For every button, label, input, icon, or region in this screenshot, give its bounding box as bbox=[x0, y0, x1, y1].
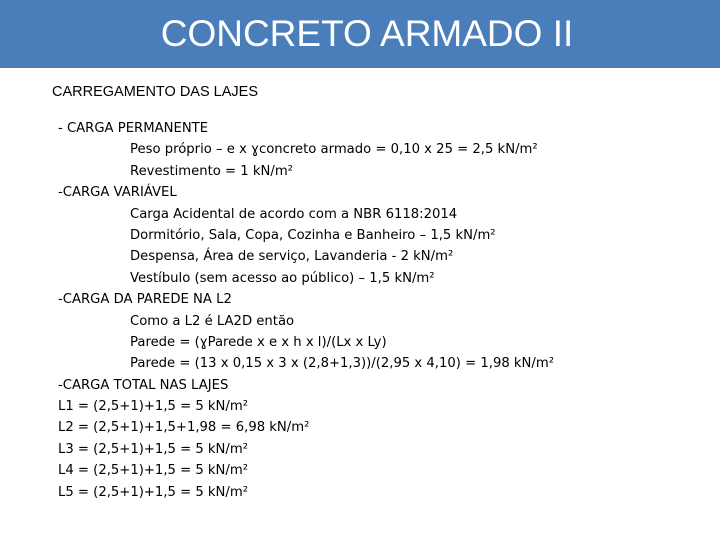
slab-l3-total: L3 = (2,5+1)+1,5 = 5 kN/m² bbox=[58, 441, 248, 457]
slide-title: CONCRETO ARMADO II bbox=[160, 13, 574, 54]
line-wall-condition: Como a L2 é LA2D então bbox=[130, 313, 295, 329]
line-pantry-load: Despensa, Área de serviço, Lavanderia - 2 kN/m² bbox=[130, 249, 454, 265]
line-bedroom-load: Dormitório, Sala, Copa, Cozinha e Banheiro – 1,5 kN/m² bbox=[130, 227, 496, 243]
slab-l2-total: L2 = (2,5+1)+1,5+1,98 = 6,98 kN/m² bbox=[58, 420, 310, 436]
section-title: CARREGAMENTO DAS LAJES bbox=[52, 84, 259, 100]
heading-permanent-load: - CARGA PERMANENTE bbox=[58, 121, 209, 136]
slab-l4-total: L4 = (2,5+1)+1,5 = 5 kN/m² bbox=[58, 463, 248, 479]
line-accidental-load: Carga Acidental de acordo com a NBR 6118:2014 bbox=[130, 206, 458, 222]
heading-total-load: -CARGA TOTAL NAS LAJES bbox=[58, 377, 229, 393]
slab-l5-total: L5 = (2,5+1)+1,5 = 5 kN/m² bbox=[58, 484, 248, 500]
line-wall-result: Parede = (13 x 0,15 x 3 x (2,8+1,3))/(2,95 x 4,10) = 1,98 kN/m² bbox=[130, 356, 554, 372]
slab-l1-total: L1 = (2,5+1)+1,5 = 5 kN/m² bbox=[58, 399, 248, 415]
line-wall-formula: Parede = (ɣParede x e x h x l)/(Lx x Ly) bbox=[130, 334, 387, 350]
slide-body bbox=[58, 118, 708, 503]
title-banner bbox=[0, 0, 720, 68]
heading-variable-load: -CARGA VARIÁVEL bbox=[58, 185, 177, 201]
line-coating: Revestimento = 1 kN/m² bbox=[130, 163, 293, 179]
heading-wall-load: -CARGA DA PAREDE NA L2 bbox=[58, 292, 232, 308]
line-vestibule-load: Vestíbulo (sem acesso ao público) – 1,5 kN/m² bbox=[130, 270, 435, 286]
line-self-weight: Peso próprio – e x ɣconcreto armado = 0,10 x 25 = 2,5 kN/m² bbox=[130, 142, 538, 158]
